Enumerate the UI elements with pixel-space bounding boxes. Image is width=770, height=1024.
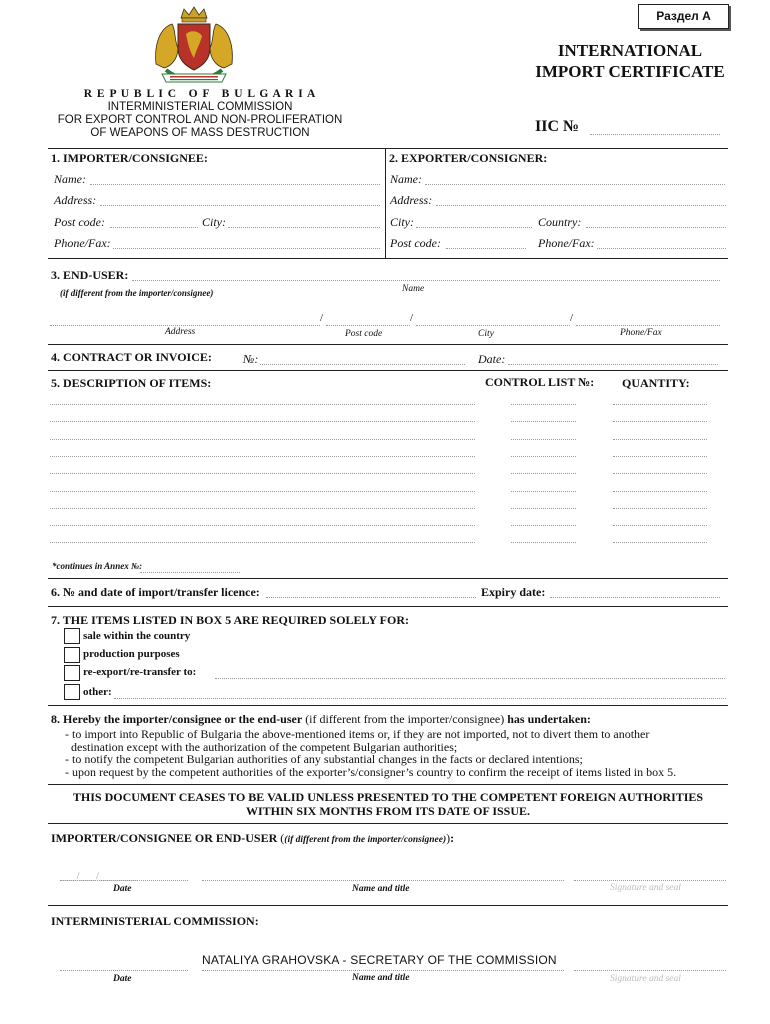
- importer-signature-caption: Signature and seal: [610, 883, 681, 893]
- importer-date-field[interactable]: ___/___/_______: [60, 870, 138, 882]
- exporter-country-field[interactable]: [586, 227, 726, 228]
- undertaking-line-2: destination except with the authorization of the competent Bulgarian authorities;: [65, 739, 458, 754]
- item-control-list-field[interactable]: [511, 525, 576, 526]
- end-user-heading: 3. END-USER:: [51, 268, 129, 282]
- importer-phone-label: Phone/Fax:: [54, 236, 111, 250]
- item-quantity-field[interactable]: [613, 421, 707, 422]
- exporter-phone-field[interactable]: [597, 248, 726, 249]
- exporter-address-label: Address:: [390, 193, 433, 207]
- purpose-option-production: production purposes: [83, 648, 180, 660]
- importer-heading: 1. IMPORTER/CONSIGNEE:: [51, 151, 208, 165]
- other-purpose-field[interactable]: [114, 698, 726, 699]
- purpose-heading: 7. THE ITEMS LISTED IN BOX 5 ARE REQUIRED SOLELY FOR:: [51, 613, 409, 627]
- purpose-option-sale: sale within the country: [83, 630, 191, 642]
- republic-label: R E P U B L I C O F B U L G A R I A: [83, 88, 317, 100]
- importer-name-label: Name:: [54, 172, 86, 186]
- undertaking-heading-normal: (if different from the importer/consignee): [302, 712, 508, 726]
- expiry-label: Expiry date:: [481, 585, 546, 599]
- importer-name-title-caption: Name and title: [352, 884, 410, 894]
- issuer-block: [40, 87, 360, 140]
- contract-date-label: Date:: [478, 352, 506, 366]
- exporter-name-field[interactable]: [425, 184, 725, 185]
- validity-line-2: WITHIN SIX MONTHS FROM ITS DATE OF ISSUE.: [245, 804, 531, 818]
- contract-date-field[interactable]: [508, 364, 718, 365]
- purpose-checkbox-other[interactable]: [64, 684, 80, 700]
- bulgaria-coat-of-arms-icon: [148, 4, 240, 86]
- cert-number-label: IIC №: [535, 118, 580, 135]
- item-quantity-field[interactable]: [613, 542, 707, 543]
- exporter-city-label: City:: [390, 215, 414, 229]
- item-description-field[interactable]: [50, 404, 475, 405]
- commission-name-title-value[interactable]: NATALIYA GRAHOVSKA - SECRETARY OF THE COMMISSION: [202, 953, 557, 967]
- item-quantity-field[interactable]: [613, 508, 707, 509]
- validity-line-1: THIS DOCUMENT CEASES TO BE VALID UNLESS PRESENTED TO THE COMPETENT FOREIGN AUTHORITIES: [72, 790, 704, 804]
- item-control-list-field[interactable]: [511, 542, 576, 543]
- end-user-phone-field[interactable]: [576, 325, 720, 326]
- exporter-heading: 2. EXPORTER/CONSIGNER:: [389, 151, 548, 165]
- annex-number-field[interactable]: [140, 572, 240, 573]
- exporter-postcode-label: Post code:: [390, 236, 441, 250]
- exporter-name-label: Name:: [390, 172, 422, 186]
- commission-signature-field[interactable]: [574, 970, 726, 971]
- undertaking-line-4: - upon request by the competent authorities of the exporter’s/consigner’s country to confirm the receipt of items listed in box 5.: [65, 764, 677, 779]
- purpose-checkbox-sale[interactable]: [64, 628, 80, 644]
- importer-address-label: Address:: [54, 193, 97, 207]
- importer-city-field[interactable]: [228, 227, 380, 228]
- exporter-country-label: Country:: [538, 215, 582, 229]
- commission-line-1: INTERMINISTERIAL COMMISSION: [107, 101, 293, 113]
- undertaking-line-3: - to notify the competent Bulgarian authorities of any substantial changes in the facts or declared intentions;: [65, 752, 583, 767]
- item-description-field[interactable]: [50, 473, 475, 474]
- item-quantity-field[interactable]: [613, 456, 707, 457]
- purpose-checkbox-production[interactable]: [64, 647, 80, 663]
- document-title: [510, 40, 750, 82]
- licence-heading: 6. № and date of import/transfer licence:: [51, 585, 260, 599]
- item-quantity-field[interactable]: [613, 525, 707, 526]
- item-control-list-field[interactable]: [511, 456, 576, 457]
- commission-date-field[interactable]: [60, 970, 188, 971]
- annex-note: *continues in Annex №:: [52, 561, 143, 571]
- item-control-list-field[interactable]: [511, 491, 576, 492]
- commission-line-3: OF WEAPONS OF MASS DESTRUCTION: [90, 127, 310, 139]
- end-user-name-field[interactable]: [132, 280, 720, 281]
- exporter-city-field[interactable]: [416, 227, 532, 228]
- end-user-address-field[interactable]: [50, 325, 320, 326]
- undertaking-list: [65, 728, 676, 778]
- section-label-box: [638, 4, 729, 29]
- end-user-address-caption: Address: [165, 327, 196, 337]
- item-description-field[interactable]: [50, 491, 475, 492]
- purpose-option-other: other:: [83, 686, 112, 698]
- end-user-city-field[interactable]: [416, 325, 570, 326]
- end-user-postcode-field[interactable]: [326, 325, 410, 326]
- importer-name-title-field[interactable]: [202, 880, 564, 881]
- end-user-note: (if different from the importer/consignee): [60, 288, 214, 298]
- importer-name-field[interactable]: [90, 184, 380, 185]
- undertaking-line-1: - to import into Republic of Bulgaria the above-mentioned items or, if they are not imported, not to divert them to another: [65, 727, 650, 741]
- item-control-list-field[interactable]: [511, 439, 576, 440]
- item-control-list-field[interactable]: [511, 421, 576, 422]
- item-description-field[interactable]: [50, 508, 475, 509]
- importer-signature-heading: IMPORTER/CONSIGNEE OR END-USER ((if different from the importer/consignee)):: [51, 831, 455, 845]
- cert-number-field[interactable]: [590, 134, 720, 135]
- commission-name-title-caption: Name and title: [352, 973, 410, 983]
- item-control-list-field[interactable]: [511, 508, 576, 509]
- reexport-destination-field[interactable]: [215, 678, 725, 679]
- item-control-list-field[interactable]: [511, 404, 576, 405]
- contract-heading: 4. CONTRACT OR INVOICE:: [51, 350, 212, 364]
- end-user-phone-caption: Phone/Fax: [620, 328, 662, 338]
- item-quantity-field[interactable]: [613, 404, 707, 405]
- contract-no-field[interactable]: [260, 364, 465, 365]
- quantity-label: QUANTITY:: [622, 376, 690, 390]
- purpose-checkbox-reexport[interactable]: [64, 665, 80, 681]
- importer-city-label: City:: [202, 215, 226, 229]
- importer-signature-heading-italic: (if different from the importer/consignee): [284, 835, 447, 845]
- end-user-postcode-caption: Post code: [345, 329, 383, 339]
- commission-signature-caption: Signature and seal: [610, 974, 681, 984]
- commission-line-2: FOR EXPORT CONTROL AND NON-PROLIFERATION: [57, 114, 343, 126]
- importer-date-caption: Date: [113, 884, 132, 894]
- control-list-label: CONTROL LIST №:: [485, 375, 595, 389]
- contract-no-label: №:: [243, 352, 259, 366]
- importer-signature-field[interactable]: [574, 880, 726, 881]
- end-user-name-caption: Name: [402, 284, 425, 294]
- undertaking-heading-bold-2: has undertaken:: [507, 712, 591, 726]
- undertaking-heading: [51, 712, 591, 727]
- importer-postcode-field[interactable]: [110, 227, 198, 228]
- importer-postcode-label: Post code:: [54, 215, 105, 229]
- item-description-field[interactable]: [50, 421, 475, 422]
- exporter-postcode-field[interactable]: [446, 248, 526, 249]
- item-description-field[interactable]: [50, 525, 475, 526]
- commission-date-caption: Date: [113, 974, 132, 984]
- commission-signature-heading: INTERMINISTERIAL COMMISSION:: [51, 914, 259, 928]
- importer-phone-field[interactable]: [113, 248, 380, 249]
- validity-notice: [48, 790, 728, 818]
- title-line-1: INTERNATIONAL: [557, 41, 703, 60]
- items-heading: 5. DESCRIPTION OF ITEMS:: [51, 376, 212, 390]
- title-line-2: IMPORT CERTIFICATE: [535, 62, 725, 81]
- item-quantity-field[interactable]: [613, 439, 707, 440]
- expiry-date-field[interactable]: [550, 597, 720, 598]
- importer-signature-heading-bold: IMPORTER/CONSIGNEE OR END-USER: [51, 831, 278, 845]
- item-quantity-field[interactable]: [613, 473, 707, 474]
- section-label: Раздел А: [656, 9, 711, 23]
- exporter-phone-label: Phone/Fax:: [538, 236, 595, 250]
- undertaking-heading-bold-1: 8. Hereby the importer/consignee or the end-user: [51, 712, 303, 726]
- end-user-city-caption: City: [478, 329, 494, 339]
- importer-address-field[interactable]: [100, 205, 380, 206]
- exporter-address-field[interactable]: [436, 205, 726, 206]
- item-description-field[interactable]: [50, 439, 475, 440]
- item-description-field[interactable]: [50, 456, 475, 457]
- item-quantity-field[interactable]: [613, 491, 707, 492]
- item-control-list-field[interactable]: [511, 473, 576, 474]
- purpose-option-reexport: re-export/re-transfer to:: [83, 666, 197, 678]
- licence-field[interactable]: [266, 597, 476, 598]
- item-description-field[interactable]: [50, 542, 475, 543]
